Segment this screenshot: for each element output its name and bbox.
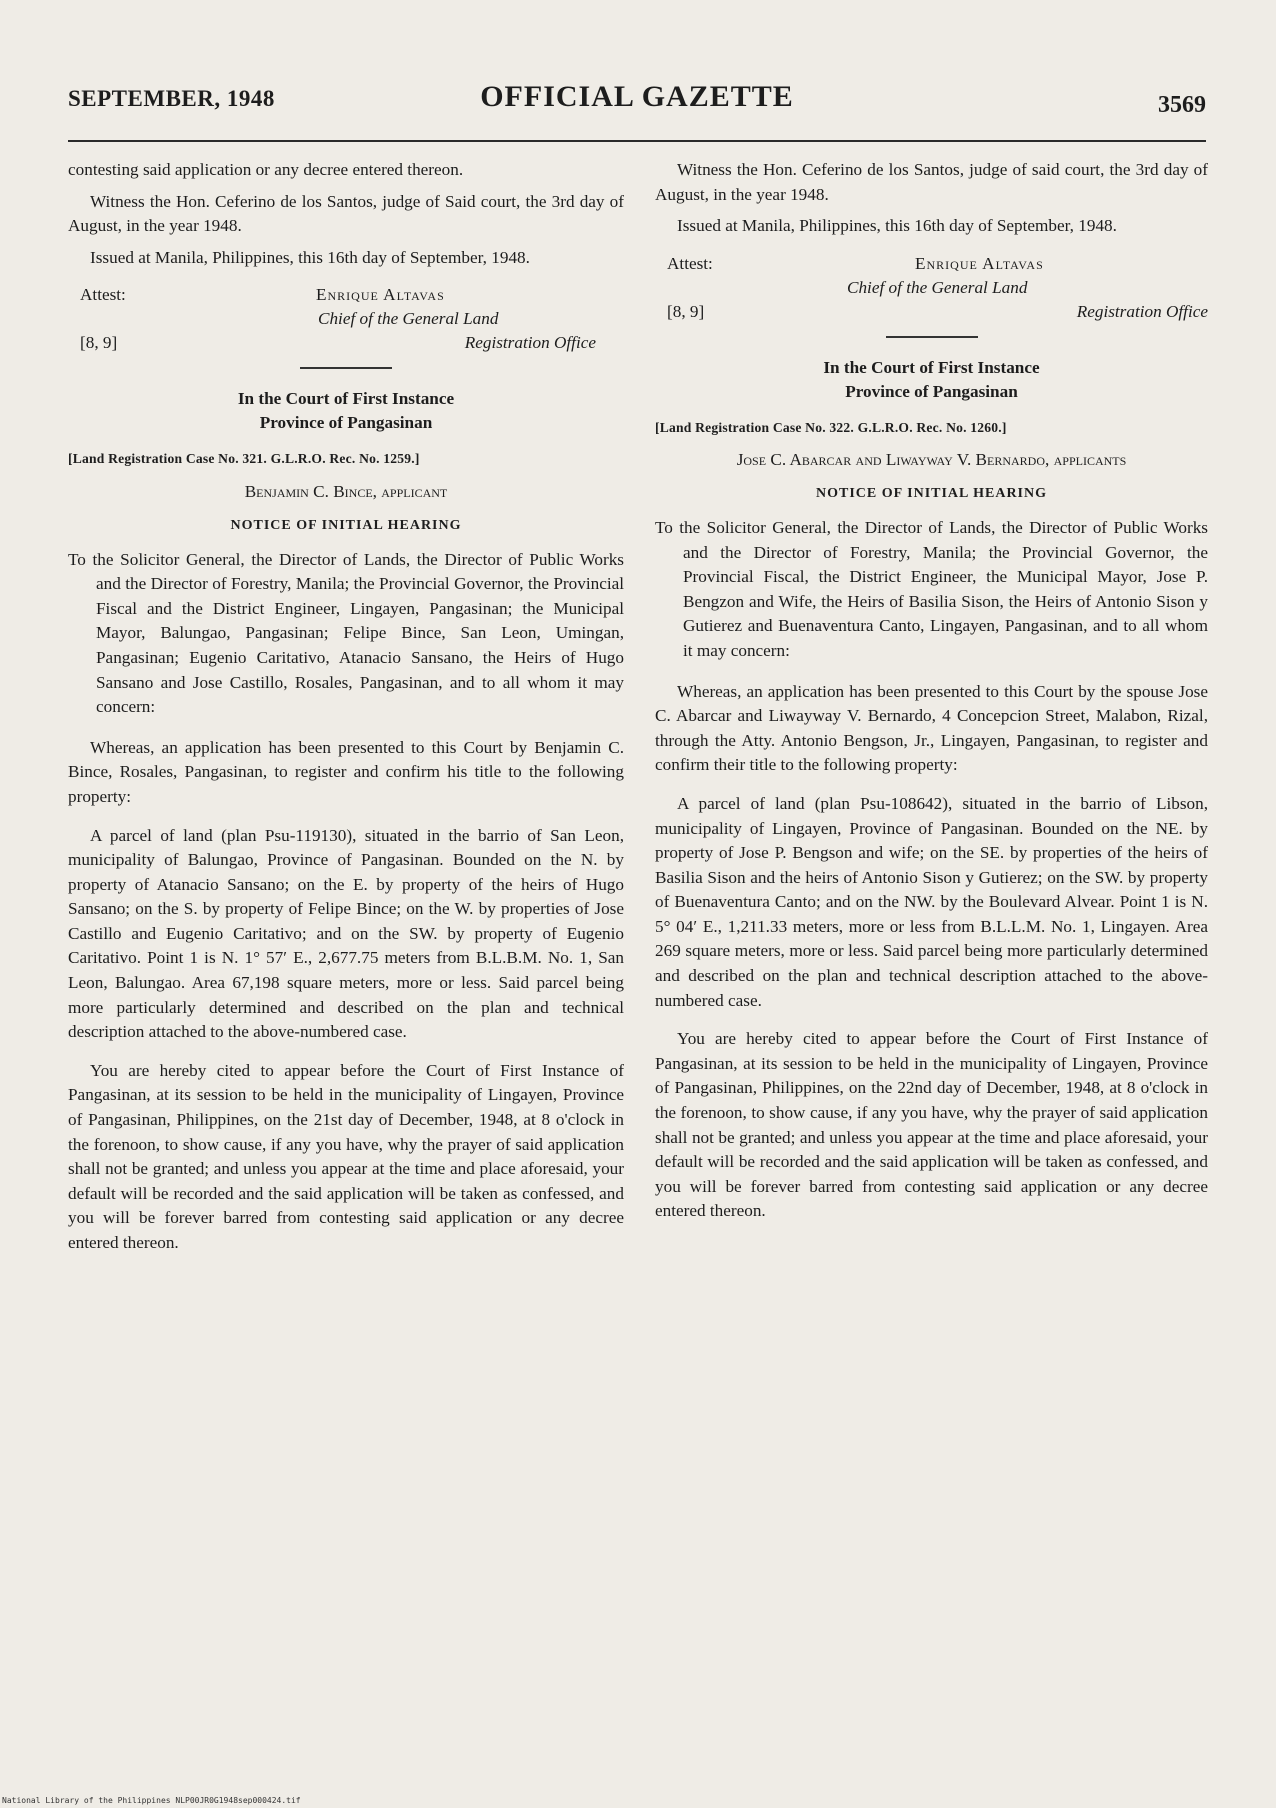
court-province: Province of Pangasinan (259, 413, 433, 433)
issued-paragraph: Issued at Manila, Philippines, this 16th day of September, 1948. (90, 247, 530, 267)
notice-heading: NOTICE OF INITIAL HEARING (815, 486, 1048, 502)
case-number: [Land Registration Case No. 321. G.L.R.O. Rec. No. 1259.] (68, 451, 420, 467)
court-heading (68, 387, 624, 435)
attest-title-line2: Registration Office (1076, 301, 1208, 321)
whereas-paragraph: Whereas, an application has been presented to this Court by the spouse Jose C. Abarcar and Liwayway V. Bernardo, 4 Concepcion Street, Malabon, Rizal, through the Atty. Antonio Bengson, Jr., Lingayen, Pangasinan, to register and confirm their title to the following property: (655, 681, 1208, 775)
witness-paragraph: Witness the Hon. Ceferino de los Santos, judge of said court, the 3rd day of August, in the year 1948. (655, 160, 1208, 204)
attest-title-line2: Registration Office (464, 333, 596, 353)
attest-label: Attest: (667, 253, 713, 273)
attest-name: Enrique Altavas (915, 253, 1044, 273)
attest-reference: [8, 9] (667, 301, 705, 321)
court-name: In the Court of First Instance (237, 389, 455, 409)
parcel-description: A parcel of land (plan Psu-108642), situated in the barrio of Libson, municipality of Lingayen, Province of Pangasinan. Bounded on the NE. by property of Jose P. Bengson and wife; on the SE. by properties of the heirs of Basilia Sison and the heirs of Antonio Sison y Gutierez; on the SW. by property of Buenaventura Canto; and on the NW. by the Boulevard Alvear. Point 1 is N. 5° 04′ E., 1,211.33 meters, more or less from B.L.L.M. No. 1, Lingayen. Area 269 square meters, more or less. Said parcel being more particularly determined and described on the plan and technical description attached to the above-numbered case. (655, 793, 1208, 1010)
case-number: [Land Registration Case No. 322. G.L.R.O. Rec. No. 1260.] (655, 419, 1007, 435)
attestation-block (655, 246, 1208, 328)
witness-paragraph: Witness the Hon. Ceferino de los Santos, judge of Said court, the 3rd day of August, in the year 1948. (68, 191, 624, 236)
attest-reference: [8, 9] (80, 333, 118, 353)
court-province: Province of Pangasinan (845, 381, 1018, 401)
parcel-description: A parcel of land (plan Psu-119130), situated in the barrio of San Leon, municipality of Balungao, Province of Pangasinan. Bounded on the N. by property of Atanacio Sansano; on the E. by property of the heirs of Hugo Sansano; on the S. by property of Felipe Bince; on the W. by properties of Jose Castillo and Eugenio Caritativo; and on the SW. by property of Eugenio Caritativo. Point 1 is N. 1° 57′ E., 2,677.75 meters from B.L.B.M. No. 1, San Leon, Balungao. Area 67,198 square meters, more or less. Said parcel being more particularly determined and described on the plan and technical description attached to the above-numbered case. (68, 825, 624, 1042)
attest-title-line1: Chief of the General Land (318, 309, 499, 329)
right-column (655, 158, 1208, 1231)
continuation-paragraph: contesting said application or any decree entered thereon. (68, 160, 464, 179)
attest-title-line1: Chief of the General Land (847, 277, 1028, 297)
applicant-name: Benjamin C. Bince, applicant (244, 481, 448, 501)
court-heading (655, 356, 1208, 404)
attestation-block (68, 277, 624, 359)
attest-label: Attest: (80, 285, 126, 305)
issued-paragraph: Issued at Manila, Philippines, this 16th day of September, 1948. (677, 216, 1117, 236)
scan-footer: National Library of the Philippines NLP00JR0G1948sep000424.tif (2, 1796, 301, 1805)
attest-name: Enrique Altavas (316, 285, 445, 305)
notice-heading: NOTICE OF INITIAL HEARING (230, 517, 462, 533)
left-column (68, 158, 624, 1263)
court-name: In the Court of First Instance (823, 357, 1040, 377)
citation-paragraph: You are hereby cited to appear before the Court of First Instance of Pangasinan, at its session to be held in the municipality of Lingayen, Province of Pangasinan, Philippines, on the 22nd day of December, 1948, at 8 o'clock in the forenoon, to show cause, if any you have, why the prayer of said application shall not be granted; and unless you appear at the time and place aforesaid, your default will be recorded and the said application will be taken as confessed, and you will be forever barred from contesting said application or any decree entered thereon. (655, 1029, 1208, 1221)
header-date: SEPTEMBER, 1948 (68, 86, 275, 111)
applicant-names: Jose C. Abarcar and Liwayway V. Bernardo, applicants (736, 450, 1127, 470)
page-number: 3569 (1158, 92, 1206, 118)
whereas-paragraph: Whereas, an application has been presented to this Court by Benjamin C. Bince, Rosales, Pangasinan, to register and confirm his title to the following property: (68, 737, 624, 806)
addressees-paragraph: To the Solicitor General, the Director of Lands, the Director of Public Works and the Director of Forestry, Manila; the Provincial Governor, the Provincial Fiscal and the District Engineer, Lingayen, Pangasinan; the Municipal Mayor, Balungao, Pangasinan; Felipe Bince, San Leon, Umingan, Pangasinan; Eugenio Caritativo, Atanacio Sansano, the Heirs of Hugo Sansano and Jose Castillo, Rosales, Pangasinan, and to all whom it may concern: (68, 549, 624, 717)
section-separator (886, 336, 978, 338)
addressees-paragraph: To the Solicitor General, the Director of Lands, the Director of Public Works and the Director of Forestry, Manila; the Provincial Governor, the Provincial Fiscal, the District Engineer, the Municipal Mayor, Jose P. Bengzon and Wife, the Heirs of Basilia Sison, the Heirs of Antonio Sison y Gutierez and Buenaventura Canto, Lingayen, Pangasinan, and to all whom it may concern: (655, 517, 1208, 660)
section-separator (300, 367, 392, 369)
header-rule (68, 140, 1206, 142)
citation-paragraph: You are hereby cited to appear before the Court of First Instance of Pangasinan, at its session to be held in the municipality of Lingayen, Province of Pangasinan, Philippines, on the 21st day of December, 1948, at 8 o'clock in the forenoon, to show cause, if any you have, why the prayer of said application shall not be granted; and unless you appear at the time and place aforesaid, your default will be recorded and the said application will be taken as confessed, and you will be forever barred from contesting said application or any decree entered thereon. (68, 1060, 624, 1252)
page-header (68, 80, 1206, 120)
header-title: OFFICIAL GAZETTE (480, 80, 794, 113)
